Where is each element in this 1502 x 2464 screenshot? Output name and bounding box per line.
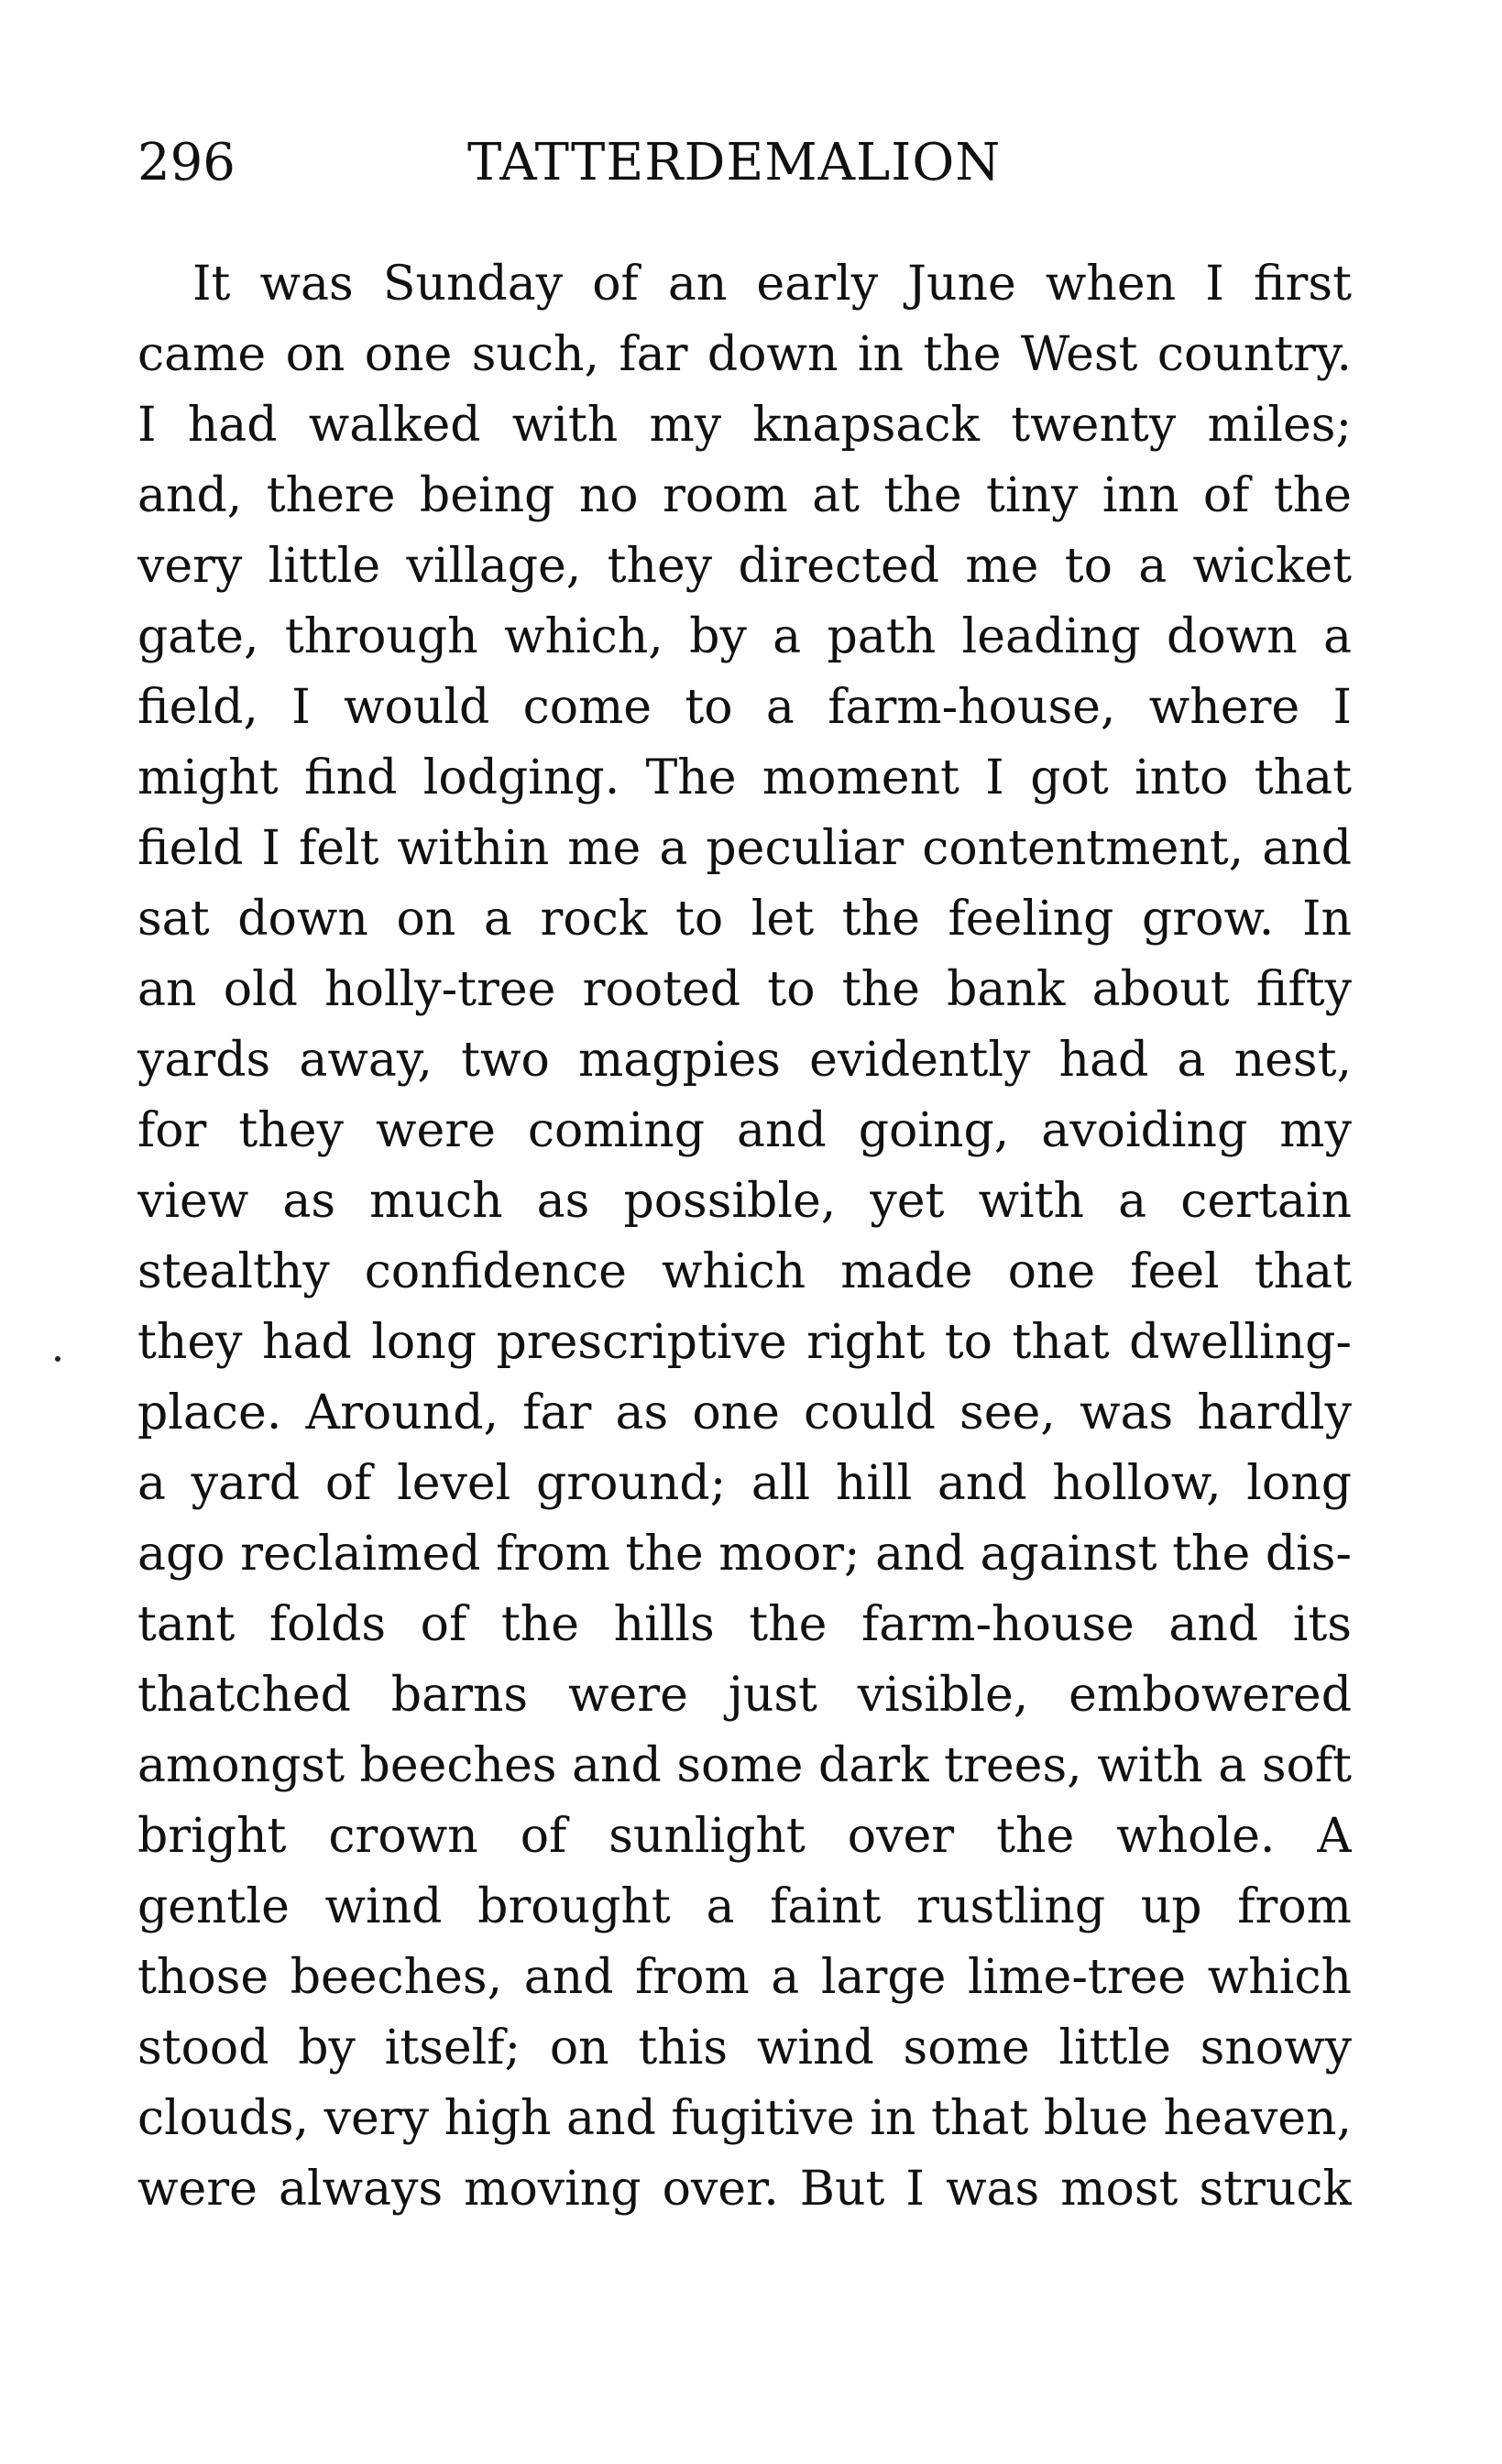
text-line: I had walked with my knapsack twenty miles;: [137, 398, 1352, 453]
text-line: gentle wind brought a faint rustling up from: [137, 1879, 1352, 1934]
text-line: for they were coming and going, avoiding my: [137, 1103, 1352, 1158]
text-line: they had long prescriptive right to that dwelling-: [137, 1315, 1352, 1370]
text-line: view as much as possible, yet with a certain: [137, 1174, 1352, 1229]
text-line: sat down on a rock to let the feeling grow. In: [137, 892, 1352, 947]
text-line: an old holly-tree rooted to the bank about fifty: [137, 962, 1352, 1017]
text-line: tant folds of the hills the farm-house and its: [137, 1597, 1352, 1652]
text-line: a yard of level ground; all hill and hollow, long: [137, 1456, 1352, 1511]
running-title: TATTERDEMALION: [467, 133, 1002, 192]
ink-speck: [55, 1356, 60, 1362]
text-line: gate, through which, by a path leading down a: [137, 609, 1352, 664]
text-line: and, there being no room at the tiny inn of the: [137, 468, 1352, 523]
running-head: [137, 126, 1347, 200]
text-line: very little village, they directed me to a wicket: [137, 539, 1352, 594]
text-line: amongst beeches and some dark trees, with a soft: [137, 1738, 1352, 1793]
text-line: field I felt within me a peculiar contentment, and: [137, 821, 1352, 876]
page-number: 296: [137, 133, 236, 192]
text-line: stood by itself; on this wind some little snowy: [137, 2020, 1352, 2075]
text-line: bright crown of sunlight over the whole. A: [137, 1809, 1352, 1864]
text-line: field, I would come to a farm-house, where I: [137, 680, 1352, 735]
text-line: those beeches, and from a large lime-tree which: [137, 1950, 1352, 2005]
text-line: stealthy confidence which made one feel that: [137, 1244, 1352, 1299]
text-line: were always moving over. But I was most struck: [137, 2162, 1352, 2217]
body-text: [137, 249, 1352, 2225]
text-line: clouds, very high and fugitive in that blue heaven,: [137, 2091, 1352, 2146]
text-line: might find lodging. The moment I got into that: [137, 750, 1352, 805]
text-line: came on one such, far down in the West country.: [137, 327, 1352, 382]
text-line: ago reclaimed from the moor; and against the dis-: [137, 1527, 1352, 1582]
text-line: It was Sunday of an early June when I first: [192, 257, 1352, 312]
text-line: place. Around, far as one could see, was hardly: [137, 1385, 1352, 1440]
text-line: thatched barns were just visible, embowered: [137, 1668, 1352, 1723]
text-line: yards away, two magpies evidently had a nest,: [137, 1033, 1352, 1088]
